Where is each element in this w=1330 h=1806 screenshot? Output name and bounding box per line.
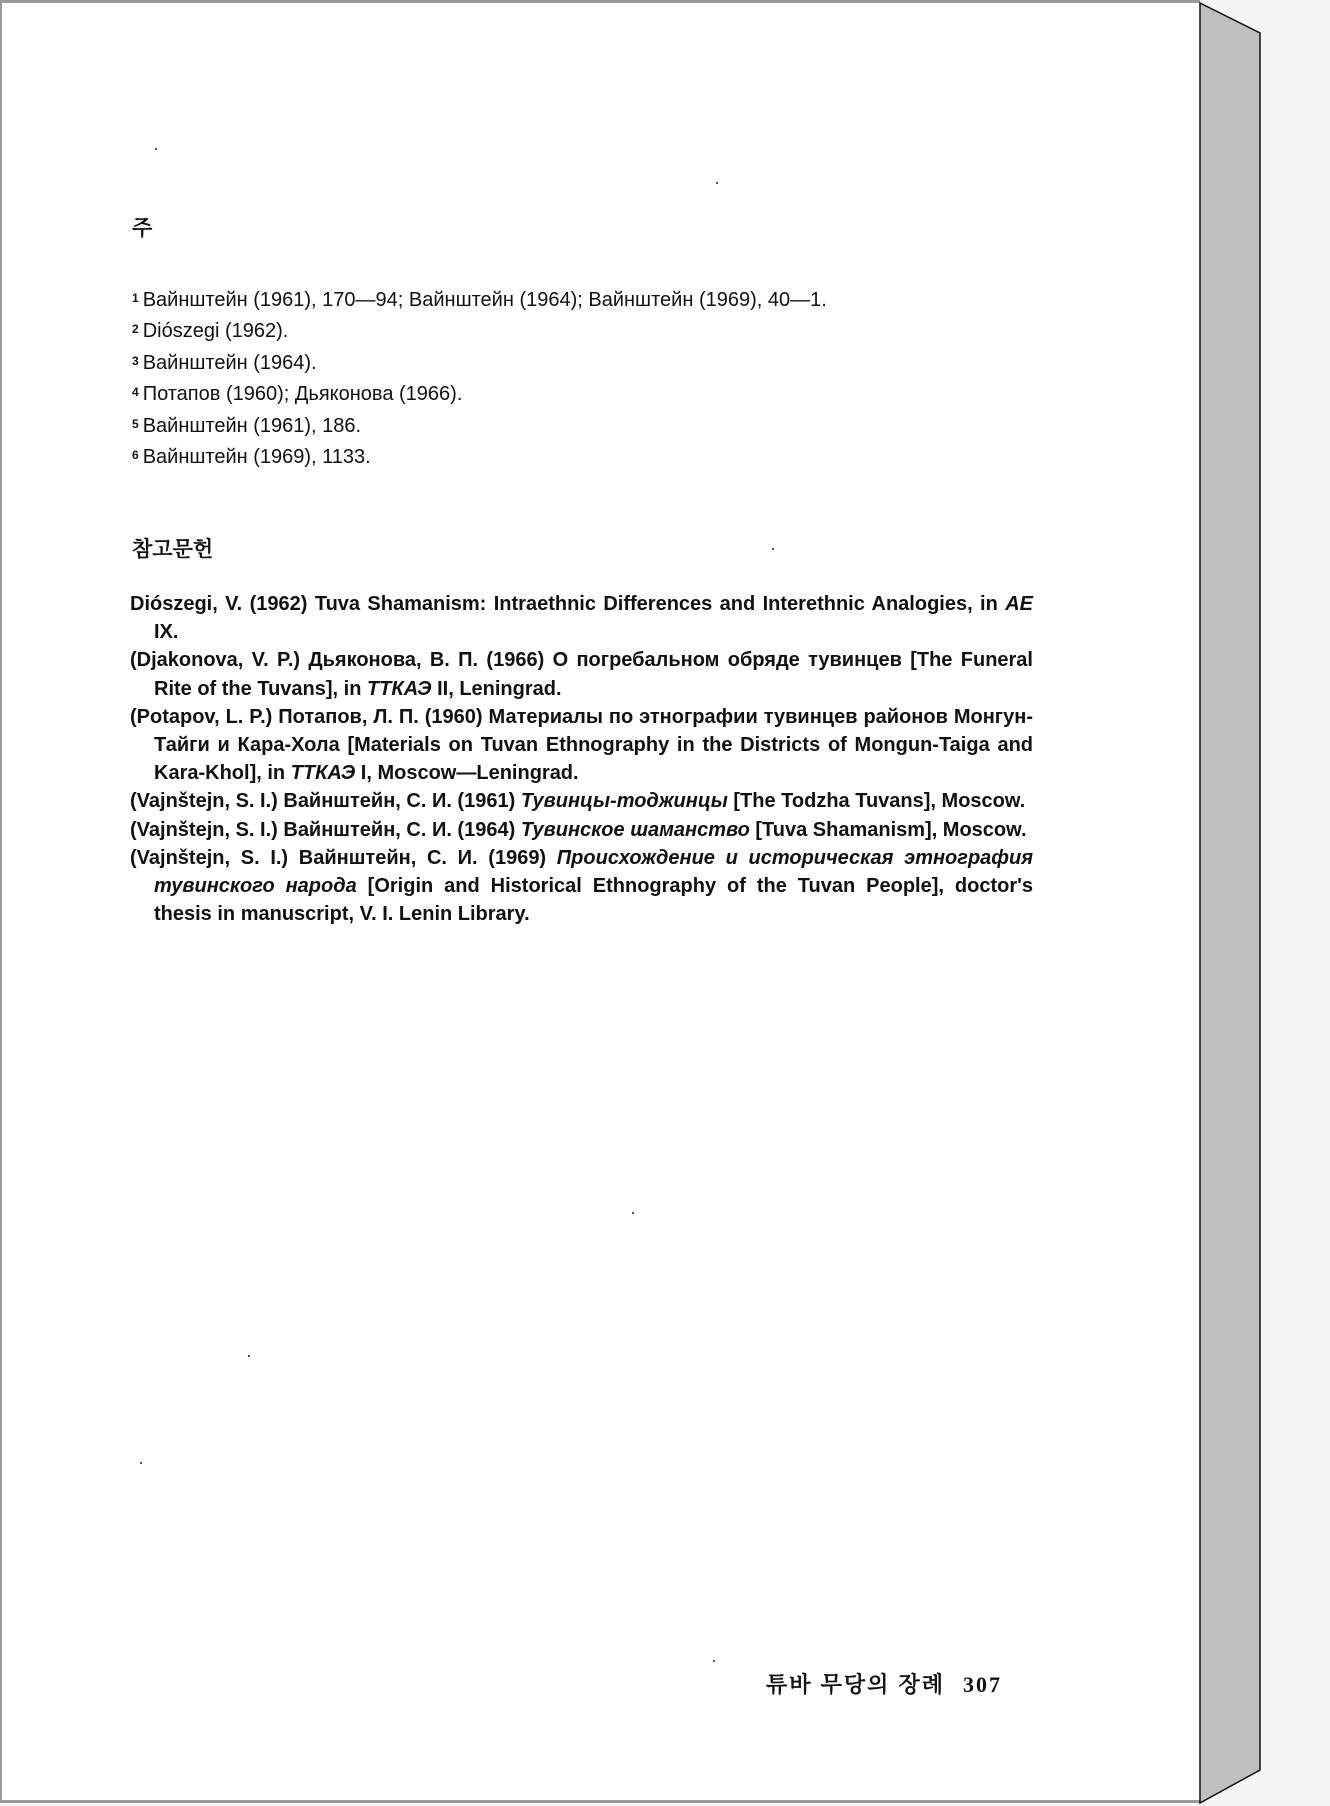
scan-speck [772,548,774,550]
notes-list [132,284,1032,472]
references-list [130,590,1033,928]
reference-entry: (Potapov, L. P.) Потапов, Л. П. (1960) Материалы по этнографии тувинцев районов Монгун-Тайги и Кара-Хола [Materials on Tuvan Ethnography in the Districts of Mongun-Taiga and Kara-Khol], in ТТКАЭ I, Moscow—Leningrad. [130,705,1033,785]
page-number: 307 [963,1672,1002,1697]
note-item: $^1$ Вайнштейн (1961), 170—94; Вайнштейн (1964); Вайнштейн (1969), 40—1. [132,289,827,311]
reference-entry: (Vajnštejn, S. I.) Вайнштейн, С. И. (1969) Происхождение и историческая этнография тувинского народа [Origin and Historical Ethnography of the Tuvan People], doctor's thesis in manuscript, V. I. Lenin Library. [130,846,1033,926]
note-item: $^2$ Diószegi (1962). [132,320,289,343]
reference-entry: Diószegi, V. (1962) Tuva Shamanism: Intraethnic Differences and Interethnic Analogies, in AE IX. [130,593,1033,644]
page-footer [766,1668,1002,1699]
note-item: $^5$ Вайнштейн (1961), 186. [132,414,362,437]
reference-entry: (Vajnštejn, S. I.) Вайнштейн, С. И. (1964) Тувинское шаманство [Tuva Shamanism], Moscow. [130,818,1027,841]
reference-entry: (Djakonova, V. P.) Дьяконова, В. П. (1966) О погребальном обряде тувинцев [The Funeral Rite of the Tuvans], in ТТКАЭ II, Leningrad. [130,649,1033,700]
running-title: 튜바 무당의 장례 [766,1672,945,1697]
scan-speck [248,1355,250,1357]
note-item: $^4$ Потапов (1960); Дьяконова (1966). [132,383,463,406]
scan-speck [716,182,718,184]
scan-speck [713,1660,715,1662]
note-item: $^3$ Вайнштейн (1964). [132,351,317,374]
reference-entry: (Vajnštejn, S. I.) Вайнштейн, С. И. (1961) Тувинцы-тоджинцы [The Todzha Tuvans], Moscow. [130,790,1026,813]
scan-speck [155,148,157,150]
references-heading: 참고문헌 [132,538,214,561]
notes-heading: 주 [132,217,153,240]
scan-speck [632,1212,634,1214]
note-item: $^6$ Вайнштейн (1969), 1133. [132,446,371,469]
scan-speck [140,1462,142,1464]
